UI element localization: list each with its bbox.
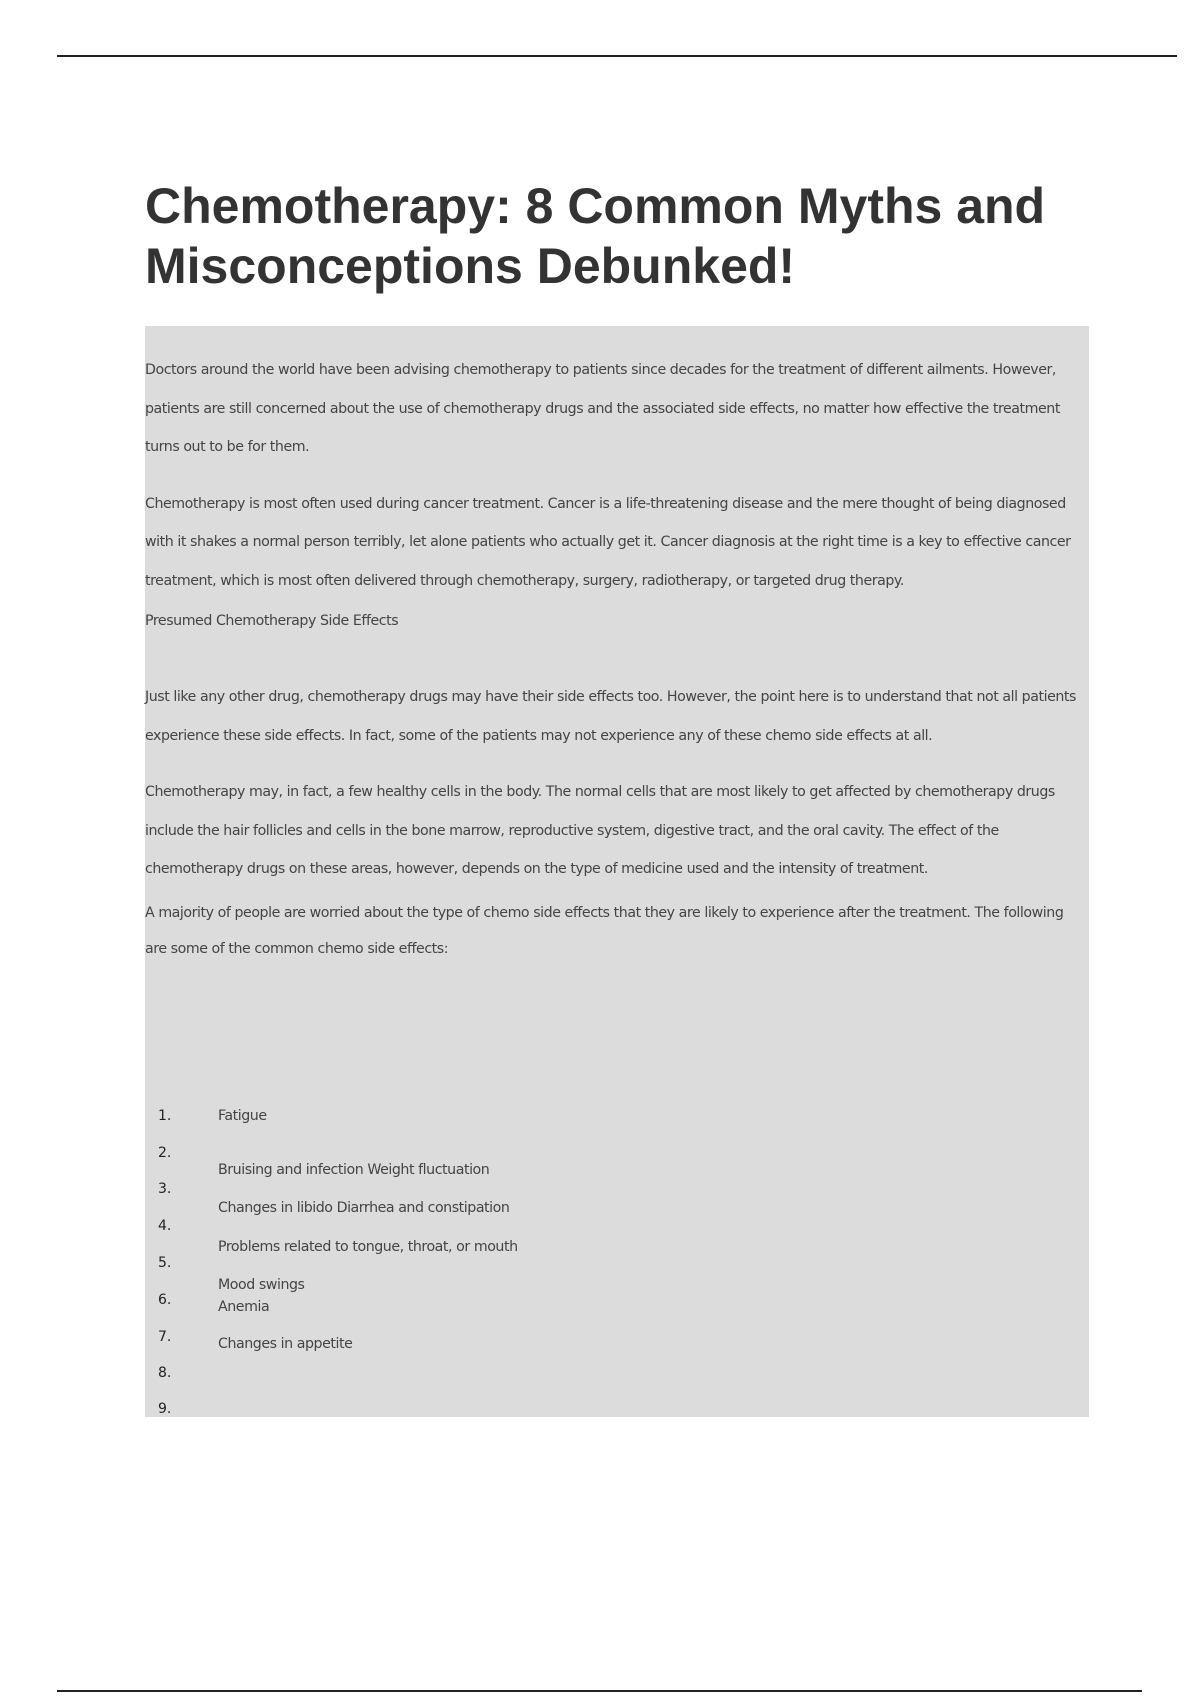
list-number: 7. bbox=[158, 1329, 172, 1345]
list-number: 8. bbox=[158, 1365, 172, 1381]
header-rule bbox=[57, 55, 1177, 57]
list-number: 9. bbox=[158, 1401, 172, 1417]
page-title: Chemotherapy: 8 Common Myths and Misconceptions Debunked! bbox=[145, 178, 1046, 294]
list-item: Anemia bbox=[218, 1299, 270, 1315]
list-number: 2. bbox=[158, 1145, 172, 1161]
list-item: Problems related to tongue, throat, or mouth bbox=[218, 1239, 518, 1255]
list-item: Changes in appetite bbox=[218, 1336, 353, 1352]
list-item: Mood swings bbox=[218, 1277, 305, 1293]
paragraph: Chemotherapy may, in fact, a few healthy cells in the body. The normal cells that are most likely to get affected by chemotherapy drugs include the hair follicles and cells in the bone marrow, reproductive system, digestive tract, and the oral cavity. The effect of the chemotherapy drugs on these areas, however, depends on the type of medicine used and the intensity of treatment. bbox=[145, 784, 1055, 877]
footer-rule bbox=[57, 1690, 1142, 1692]
article-body bbox=[145, 351, 1089, 967]
list-item: Fatigue bbox=[218, 1108, 267, 1124]
list-item: Changes in libido Diarrhea and constipation bbox=[218, 1200, 510, 1216]
paragraph: Chemotherapy is most often used during cancer treatment. Cancer is a life-threatening disease and the mere thought of being diagnosed with it shakes a normal person terribly, let alone patients who actually get it. Cancer diagnosis at the right time is a key to effective cancer treatment, which is most often delivered through chemotherapy, surgery, radiotherapy, or targeted drug therapy. bbox=[145, 495, 1071, 589]
list-number: 1. bbox=[158, 1108, 172, 1124]
list-number: 3. bbox=[158, 1181, 172, 1197]
list-number: 5. bbox=[158, 1255, 172, 1271]
list-intro: A majority of people are worried about the type of chemo side effects that they are likely to experience after the treatment. The following are some of the common chemo side effects: bbox=[145, 904, 1064, 957]
list-item: Bruising and infection Weight fluctuation bbox=[218, 1162, 490, 1178]
section-subheading: Presumed Chemotherapy Side Effects bbox=[145, 613, 399, 629]
paragraph: Just like any other drug, chemotherapy drugs may have their side effects too. However, the point here is to understand that not all patients experience these side effects. In fact, some of the patients may not experience any of these chemo side effects at all. bbox=[145, 689, 1076, 744]
list-number: 6. bbox=[158, 1292, 172, 1308]
side-effects-list bbox=[145, 1100, 1089, 1440]
list-number: 4. bbox=[158, 1218, 172, 1234]
paragraph: Doctors around the world have been advising chemotherapy to patients since decades for the treatment of different ailments. However, patients are still concerned about the use of chemotherapy drugs and the associated side effects, no matter how effective the treatment turns out to be for them. bbox=[145, 362, 1060, 455]
